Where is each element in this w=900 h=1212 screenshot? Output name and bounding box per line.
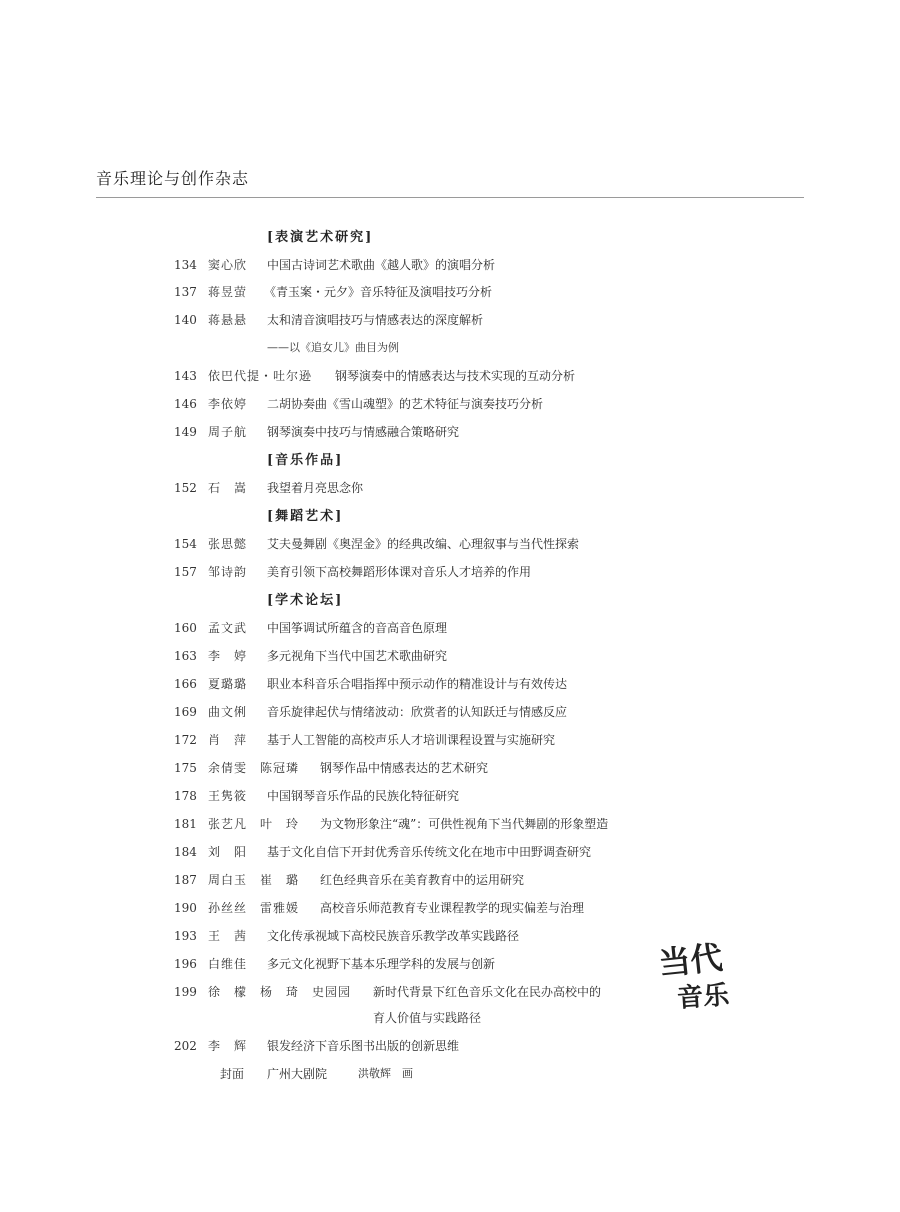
article-title: 《青玉案・元夕》音乐特征及演唱技巧分析 xyxy=(264,285,493,299)
logo-text-line1: 当代 xyxy=(656,938,725,983)
cover-artist: 洪敬辉 画 xyxy=(358,1067,413,1080)
page-number: 154 xyxy=(174,537,197,551)
page-number: 146 xyxy=(174,397,197,411)
author: 刘 阳 xyxy=(208,845,248,859)
page-number: 193 xyxy=(174,929,197,943)
article-title: 高校音乐师范教育专业课程教学的现实偏差与治理 xyxy=(320,901,585,915)
author: 周子航 xyxy=(208,425,248,439)
page-number: 143 xyxy=(174,369,197,383)
page-number: 169 xyxy=(174,705,197,719)
article-title: 中国古诗词艺术歌曲《越人歌》的演唱分析 xyxy=(267,258,496,272)
article-title: 多元文化视野下基本乐理学科的发展与创新 xyxy=(267,957,496,971)
page-number: 190 xyxy=(174,901,197,915)
author: 邹诗韵 xyxy=(208,565,248,579)
article-title: 新时代背景下红色音乐文化在民办高校中的 xyxy=(373,985,602,999)
page-number: 134 xyxy=(174,258,197,272)
page-number: 166 xyxy=(174,677,197,691)
author: 蒋悬悬 xyxy=(208,313,248,327)
article-title: 中国筝调试所蕴含的音高音色原理 xyxy=(267,621,448,635)
cover-label: 封面 xyxy=(220,1067,245,1081)
page-number: 152 xyxy=(174,481,197,495)
article-title: 钢琴作品中情感表达的艺术研究 xyxy=(320,761,489,775)
page-number: 175 xyxy=(174,761,197,775)
page-number: 187 xyxy=(174,873,197,887)
section-heading: [舞蹈艺术] xyxy=(267,509,344,524)
author: 肖 萍 xyxy=(208,733,248,747)
section-heading: [表演艺术研究] xyxy=(267,230,374,245)
page-number: 160 xyxy=(174,621,197,635)
article-title: 钢琴演奏中技巧与情感融合策略研究 xyxy=(267,425,460,439)
article-title: 红色经典音乐在美育教育中的运用研究 xyxy=(320,873,525,887)
article-title: 中国钢琴音乐作品的民族化特征研究 xyxy=(267,789,460,803)
page-number: 157 xyxy=(174,565,197,579)
author: 余倩雯 陈冠璘 xyxy=(208,761,300,775)
page-number: 184 xyxy=(174,845,197,859)
page-number: 196 xyxy=(174,957,197,971)
article-title: 为文物形象注“魂”：可供性视角下当代舞剧的形象塑造 xyxy=(320,817,609,831)
author: 王隽筱 xyxy=(208,789,248,803)
author: 蒋昱萤 xyxy=(208,285,248,299)
author: 周白玉 崔 璐 xyxy=(208,873,300,887)
article-title: 音乐旋律起伏与情绪波动：欣赏者的认知跃迁与情感反应 xyxy=(267,705,568,719)
author: 李 辉 xyxy=(208,1039,248,1053)
article-subtitle: 育人价值与实践路径 xyxy=(373,1011,482,1025)
article-title: 职业本科音乐合唱指挥中预示动作的精准设计与有效传达 xyxy=(267,677,568,691)
article-subtitle: ——以《追女儿》曲目为例 xyxy=(267,341,399,354)
page-number: 172 xyxy=(174,733,197,747)
section-heading: [音乐作品] xyxy=(267,453,344,468)
author: 李 婷 xyxy=(208,649,248,663)
author: 曲文俐 xyxy=(208,705,248,719)
section-heading: [学术论坛] xyxy=(267,593,344,608)
author: 王 茜 xyxy=(208,929,248,943)
article-title: 基于文化自信下开封优秀音乐传统文化在地市中田野调查研究 xyxy=(267,845,592,859)
article-title: 艾夫曼舞剧《奥涅金》的经典改编、心理叙事与当代性探索 xyxy=(267,537,580,551)
author: 张艺凡 叶 玲 xyxy=(208,817,300,831)
author: 张思懿 xyxy=(208,537,248,551)
article-title: 太和清音演唱技巧与情感表达的深度解析 xyxy=(267,313,484,327)
article-title: 多元视角下当代中国艺术歌曲研究 xyxy=(267,649,448,663)
article-title: 我望着月亮思念你 xyxy=(267,481,364,495)
author: 依巴代提・吐尔逊 xyxy=(208,369,313,383)
author: 李依婷 xyxy=(208,397,248,411)
page-number: 178 xyxy=(174,789,197,803)
page-number: 163 xyxy=(174,649,197,663)
page-number: 137 xyxy=(174,285,197,299)
author: 孙丝丝 雷雅媛 xyxy=(208,901,300,915)
article-title: 基于人工智能的高校声乐人才培训课程设置与实施研究 xyxy=(267,733,556,747)
journal-title: 音乐理论与创作杂志 xyxy=(96,169,250,188)
page-number: 199 xyxy=(174,985,197,999)
page-number: 149 xyxy=(174,425,197,439)
article-title: 美育引领下高校舞蹈形体课对音乐人才培养的作用 xyxy=(267,565,532,579)
cover-title: 广州大剧院 xyxy=(267,1067,328,1081)
page-number: 181 xyxy=(174,817,197,831)
article-title: 文化传承视域下高校民族音乐教学改革实践路径 xyxy=(267,929,520,943)
page-number: 140 xyxy=(174,313,197,327)
author: 徐 檬 杨 琦 史园园 xyxy=(208,985,352,999)
logo-text-line2: 音乐 xyxy=(676,980,731,1014)
author: 石 嵩 xyxy=(208,481,248,495)
author: 窦心欣 xyxy=(208,258,248,272)
author: 白维佳 xyxy=(208,957,248,971)
page-number: 202 xyxy=(174,1039,197,1053)
magazine-logo xyxy=(655,935,745,1015)
article-title: 钢琴演奏中的情感表达与技术实现的互动分析 xyxy=(335,369,576,383)
article-title: 二胡协奏曲《雪山魂塑》的艺术特征与演奏技巧分析 xyxy=(267,397,544,411)
author: 孟文武 xyxy=(208,621,248,635)
article-title: 银发经济下音乐图书出版的创新思维 xyxy=(267,1039,460,1053)
author: 夏璐璐 xyxy=(208,677,248,691)
